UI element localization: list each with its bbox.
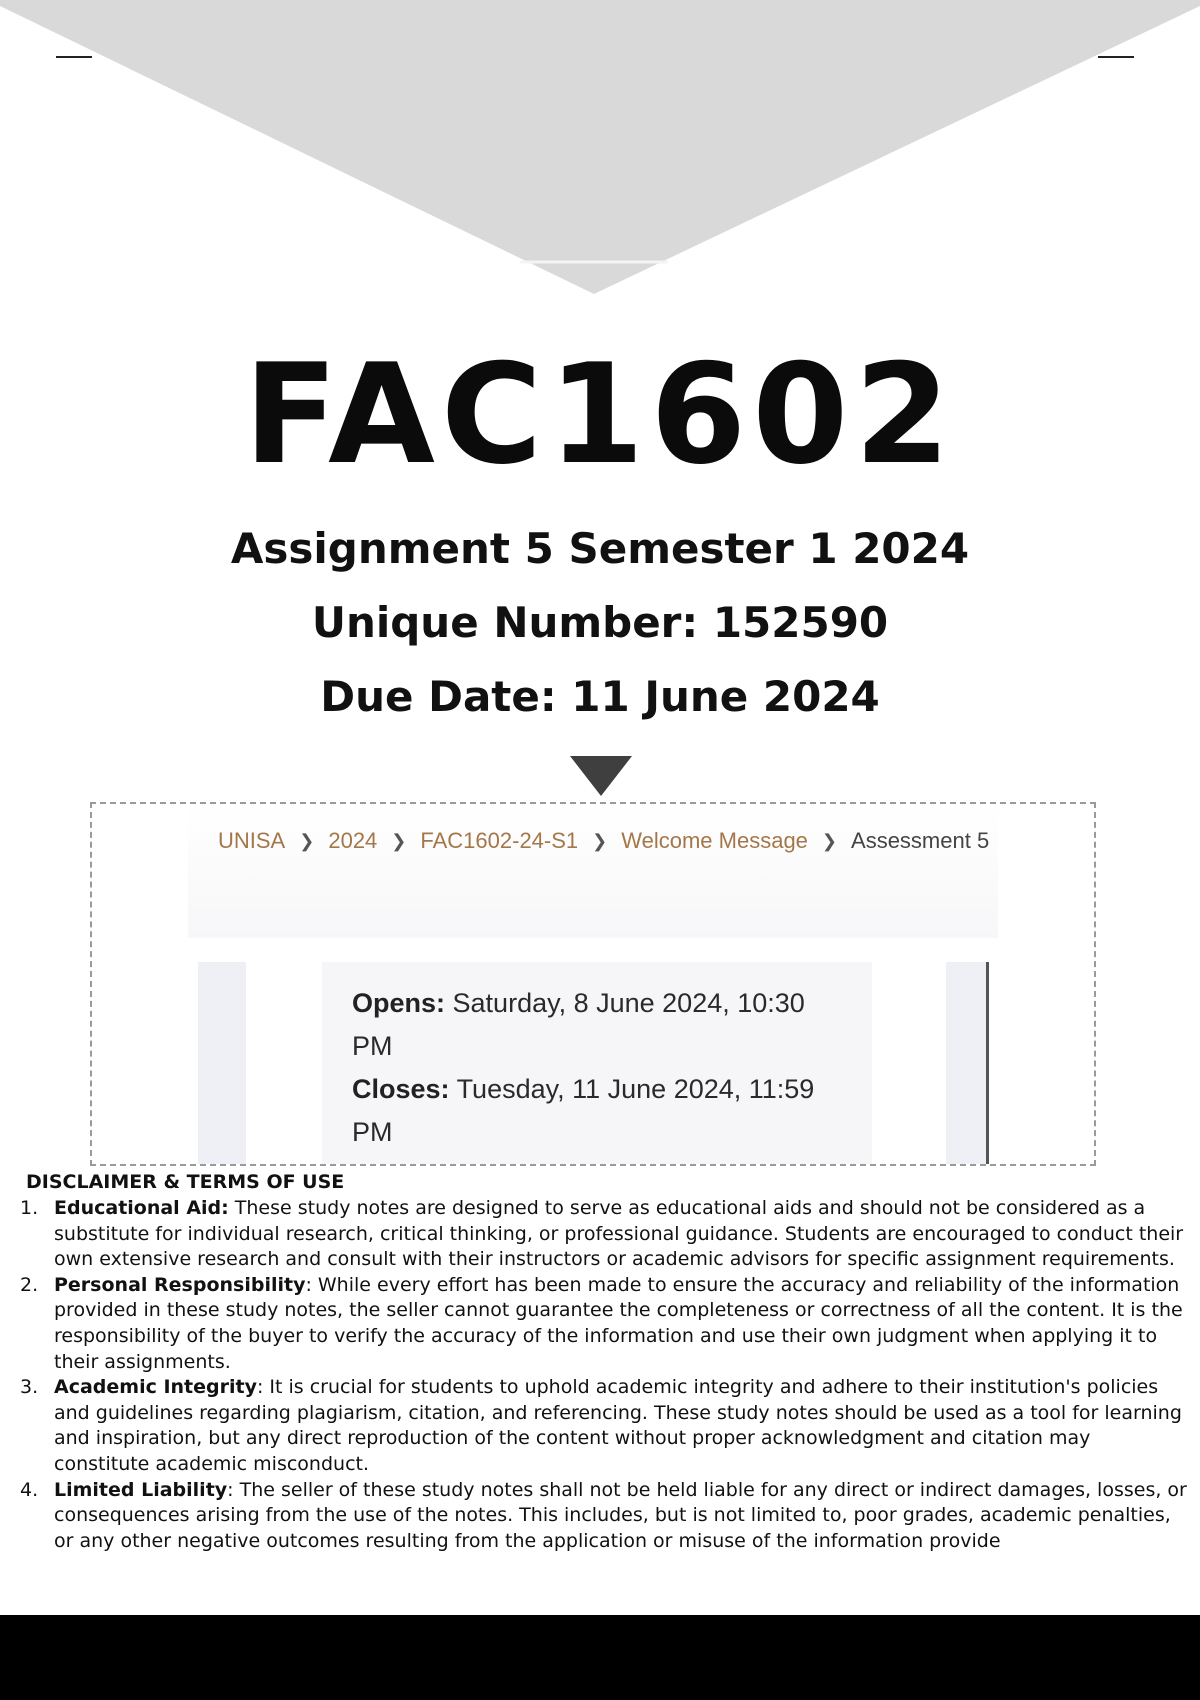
disclaimer-item-personal-responsibility (18, 1273, 1188, 1375)
item-text: : While every effort has been made to ensure the accuracy and reliability of the information provided in these study notes, the seller cannot guarantee the completeness or correctness of all the content. It is the responsibility of the buyer to verify the accuracy of the information and use their own judgment when applying it to their assignments. (54, 1273, 1183, 1373)
disclaimer-list (18, 1196, 1188, 1554)
assessment-dates-card (322, 962, 872, 1166)
page-background-left (198, 962, 246, 1166)
chevron-right-icon: ❯ (592, 830, 608, 851)
item-term: Personal Responsibility (54, 1273, 306, 1296)
breadcrumb-link-year[interactable]: 2024 (328, 828, 378, 853)
due-date-line: Due Date: 11 June 2024 (320, 672, 880, 721)
item-number: 2. (20, 1273, 39, 1296)
item-number: 3. (20, 1376, 39, 1399)
breadcrumb-link-welcome[interactable]: Welcome Message (621, 828, 808, 853)
corner-dash-left (56, 56, 92, 58)
breadcrumb (218, 828, 989, 854)
breadcrumb-link-unisa[interactable]: UNISA (218, 828, 286, 853)
item-text: : The seller of these study notes shall not be held liable for any direct or indirect damages, losses, or consequences arising from the use of the notes. This includes, but is not limited to, poor grades, academic penalties, or any other negative outcomes resulting from the application or misuse of the information provide (54, 1478, 1187, 1552)
opens-label: Opens: (352, 988, 446, 1018)
title-block (0, 334, 1200, 734)
breadcrumb-link-course[interactable]: FAC1602-24-S1 (420, 828, 579, 853)
disclaimer-section (18, 1170, 1188, 1554)
opens-row (352, 982, 832, 1068)
page-background-right (946, 962, 989, 1166)
item-number: 1. (20, 1197, 39, 1219)
breadcrumb-band (188, 804, 998, 938)
closes-label: Closes: (352, 1074, 450, 1104)
course-code-title: FAC1602 (243, 334, 957, 495)
closes-row (352, 1068, 832, 1154)
chevron-right-icon: ❯ (299, 830, 315, 851)
item-text: These study notes are designed to serve as educational aids and should not be considered as a substitute for individual research, critical thinking, or professional guidance. Students are encouraged to conduct their own extensive research and consult with their instructors or academic advisors for specific assignment requirements. (54, 1197, 1184, 1271)
down-arrow-icon (570, 756, 632, 796)
assignment-line: Assignment 5 Semester 1 2024 (230, 524, 970, 573)
chevron-right-icon: ❯ (391, 830, 407, 851)
item-term: Academic Integrity (54, 1376, 257, 1399)
opens-value: Saturday, 8 June 2024, 10:30 PM (352, 988, 805, 1061)
item-term: Limited Liability (54, 1478, 228, 1501)
disclaimer-item-limited-liability (18, 1478, 1188, 1555)
item-text: : It is crucial for students to uphold academic integrity and adhere to their institution's policies and guidelines regarding plagiarism, citation, and referencing. These study notes should be used as a tool for learning and inspiration, but any direct reproduction of the content without proper acknowledgment and citation may constitute academic misconduct. (54, 1376, 1182, 1475)
closes-value: Tuesday, 11 June 2024, 11:59 PM (352, 1074, 815, 1147)
disclaimer-item-academic-integrity (18, 1375, 1188, 1477)
unique-number-line: Unique Number: 152590 (311, 598, 889, 647)
disclaimer-item-educational-aid (18, 1196, 1188, 1273)
item-number: 4. (20, 1478, 39, 1501)
bottom-bar (0, 1615, 1200, 1700)
corner-dash-right (1098, 56, 1134, 58)
breadcrumb-current: Assessment 5 (851, 828, 990, 853)
chevron-right-icon: ❯ (821, 830, 838, 851)
chevron-banner-graphic (0, 0, 1200, 300)
disclaimer-heading: DISCLAIMER & TERMS OF USE (26, 1171, 345, 1193)
item-term: Educational Aid: (54, 1197, 229, 1219)
embedded-screenshot (90, 802, 1096, 1166)
